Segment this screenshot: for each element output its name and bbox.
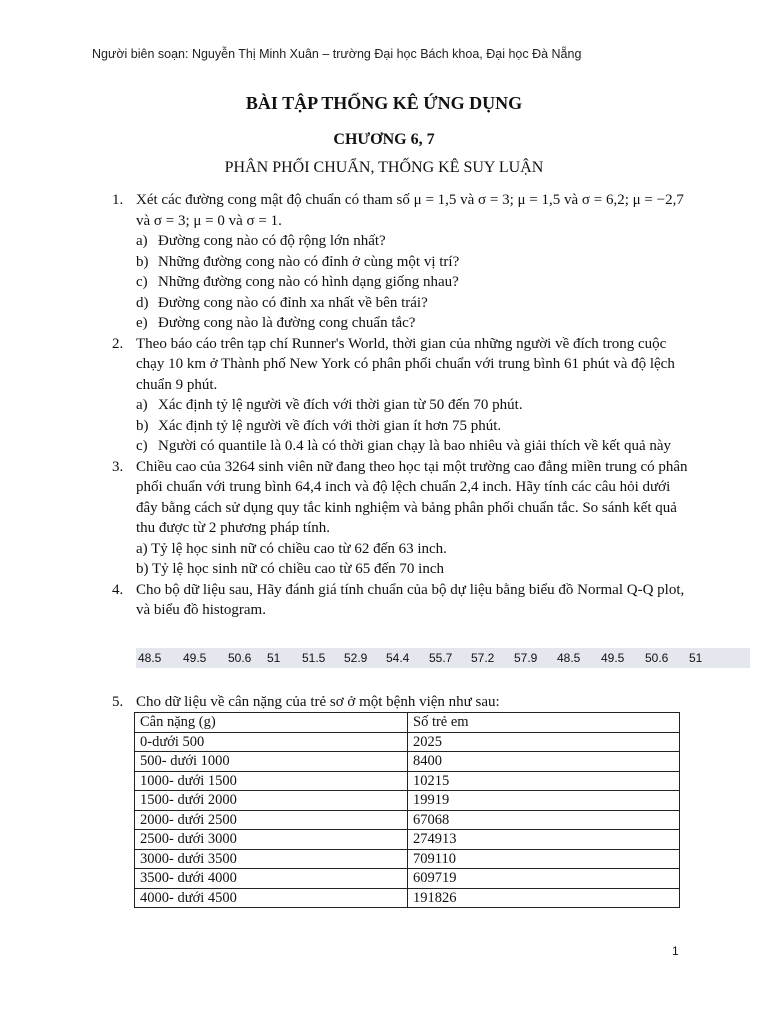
data-cell: 48.5 (557, 651, 581, 665)
question-5 (112, 692, 692, 712)
item-text: Những đường cong nào có đỉnh ở cùng một vị trí? (158, 253, 460, 270)
table-cell: 500- dưới 1000 (135, 752, 408, 772)
item-letter: a) (136, 233, 148, 249)
table-cell: 2000- dưới 2500 (135, 810, 408, 830)
table-row (135, 830, 680, 850)
page-number: 1 (672, 944, 679, 958)
item-text: Đường cong nào có độ rộng lớn nhất? (158, 233, 386, 249)
author-header: Người biên soạn: Nguyễn Thị Minh Xuân – trường Đại học Bách khoa, Đại học Đà Nẵng (92, 47, 582, 61)
question-2 (112, 334, 692, 457)
item-letter: c) (136, 438, 148, 454)
data-cell: 51 (267, 651, 281, 665)
data-cell: 50.6 (645, 651, 669, 665)
weight-table (134, 712, 680, 908)
table-cell: 10215 (408, 771, 680, 791)
exercise-list (112, 190, 692, 621)
table-cell: 2500- dưới 3000 (135, 830, 408, 850)
data-row (136, 648, 750, 668)
item-letter: a) (136, 397, 148, 413)
list-item: b) Tỷ lệ học sinh nữ có chiều cao từ 65 đến 70 inch (136, 561, 444, 577)
item-text: Đường cong nào là đường cong chuẩn tắc? (158, 315, 416, 331)
item-letter: b) (136, 417, 149, 434)
question-number: 5. (112, 694, 124, 710)
table-cell: 1500- dưới 2000 (135, 791, 408, 811)
list-item (136, 231, 692, 252)
table-cell: 709110 (408, 849, 680, 869)
table-cell: 191826 (408, 888, 680, 908)
table-cell: 3500- dưới 4000 (135, 869, 408, 889)
question-number: 2. (112, 335, 124, 352)
item-text: Người có quantile là 0.4 là có thời gian chạy là bao nhiêu và giải thích về kết quả này (158, 438, 672, 454)
table-header-row (135, 713, 680, 733)
question-number: 1. (112, 192, 124, 208)
data-cell: 50.6 (228, 651, 252, 665)
question-number: 3. (112, 458, 124, 475)
chapter-heading: CHƯƠNG 6, 7 (333, 131, 435, 148)
question-1 (112, 190, 692, 334)
data-cell: 51 (689, 651, 703, 665)
table-row (135, 869, 680, 889)
item-letter: c) (136, 274, 148, 290)
table-cell: 274913 (408, 830, 680, 850)
item-text: Những đường cong nào có hình dạng giống nhau? (158, 274, 459, 290)
question-text: Chiều cao của 3264 sinh viên nữ đang theo học tại một trường cao đẳng miền trung có phân phối chuẩn với trung bình 64,4 inch và độ lệch chuẩn 2,4 inch. Hãy tính các câu hỏi dưới đây bằng cách sử dụng quy tắc kinh nghiệm và bảng phân phối chuẩn tắc. So sánh kết quả thu được từ 2 phương pháp tính. (136, 458, 688, 536)
list-item: a) Tỷ lệ học sinh nữ có chiều cao từ 62 đến 63 inch. (136, 540, 447, 557)
question-text: Theo báo cáo trên tạp chí Runner's World, thời gian của những người về đích trong cuộc chạy 10 km ở Thành phố New York có phân phối chuẩn với trung bình 61 phút và độ lệch chuẩn 9 phút. (136, 335, 675, 393)
question-number: 4. (112, 581, 124, 598)
list-item (136, 416, 692, 437)
table-cell: 1000- dưới 1500 (135, 771, 408, 791)
data-cell: 57.9 (514, 651, 538, 665)
data-cell: 52.9 (344, 651, 368, 665)
table-row (135, 752, 680, 772)
document-title: BÀI TẬP THỐNG KÊ ỨNG DỤNG (245, 93, 523, 113)
item-text: Đường cong nào có đỉnh xa nhất về bên trái? (158, 294, 428, 311)
item-letter: b) (136, 253, 149, 270)
list-item (136, 293, 692, 314)
item-letter: d) (136, 294, 149, 311)
question-5-heading (112, 692, 692, 712)
table-row (135, 771, 680, 791)
table-cell: 2025 (408, 732, 680, 752)
list-item (136, 252, 692, 273)
table-cell: 3000- dưới 3500 (135, 849, 408, 869)
data-cell: 57.2 (471, 651, 495, 665)
table-row (135, 888, 680, 908)
data-cell: 54.4 (386, 651, 410, 665)
table-cell: 609719 (408, 869, 680, 889)
table-cell: 0-dưới 500 (135, 732, 408, 752)
column-header: Số trẻ em (408, 713, 680, 733)
table-row (135, 810, 680, 830)
table-cell: 4000- dưới 4500 (135, 888, 408, 908)
question-text: Xét các đường cong mật độ chuẩn có tham số μ = 1,5 và σ = 3; μ = 1,5 và σ = 6,2; μ = −2,7 và σ = 3; μ = 0 và σ = 1. (136, 192, 684, 229)
table-cell: 8400 (408, 752, 680, 772)
table-cell: 67068 (408, 810, 680, 830)
question-text: Cho bộ dữ liệu sau, Hãy đánh giá tính chuẩn của bộ dự liệu bằng biểu đồ Normal Q-Q plot, và biểu đồ histogram. (136, 581, 685, 618)
column-header: Cân nặng (g) (135, 713, 408, 733)
data-cell: 49.5 (183, 651, 207, 665)
list-item (136, 272, 692, 293)
table-row (135, 849, 680, 869)
topic-heading: PHÂN PHỐI CHUẨN, THỐNG KÊ SUY LUẬN (224, 159, 544, 176)
list-item (136, 395, 692, 416)
table-row (135, 732, 680, 752)
question-4 (112, 580, 692, 621)
item-text: Xác định tỷ lệ người về đích với thời gian từ 50 đến 70 phút. (158, 397, 523, 413)
item-text: Xác định tỷ lệ người về đích với thời gian ít hơn 75 phút. (158, 417, 502, 434)
data-cell: 48.5 (138, 651, 162, 665)
data-cell: 51.5 (302, 651, 326, 665)
question-text: Cho dữ liệu về cân nặng của trẻ sơ ở một bệnh viện như sau: (136, 694, 500, 710)
data-cell: 49.5 (601, 651, 625, 665)
item-letter: e) (136, 315, 148, 331)
list-item (136, 313, 692, 334)
list-item (136, 436, 692, 457)
table-row (135, 791, 680, 811)
data-cell: 55.7 (429, 651, 453, 665)
question-3 (112, 457, 692, 580)
table-cell: 19919 (408, 791, 680, 811)
